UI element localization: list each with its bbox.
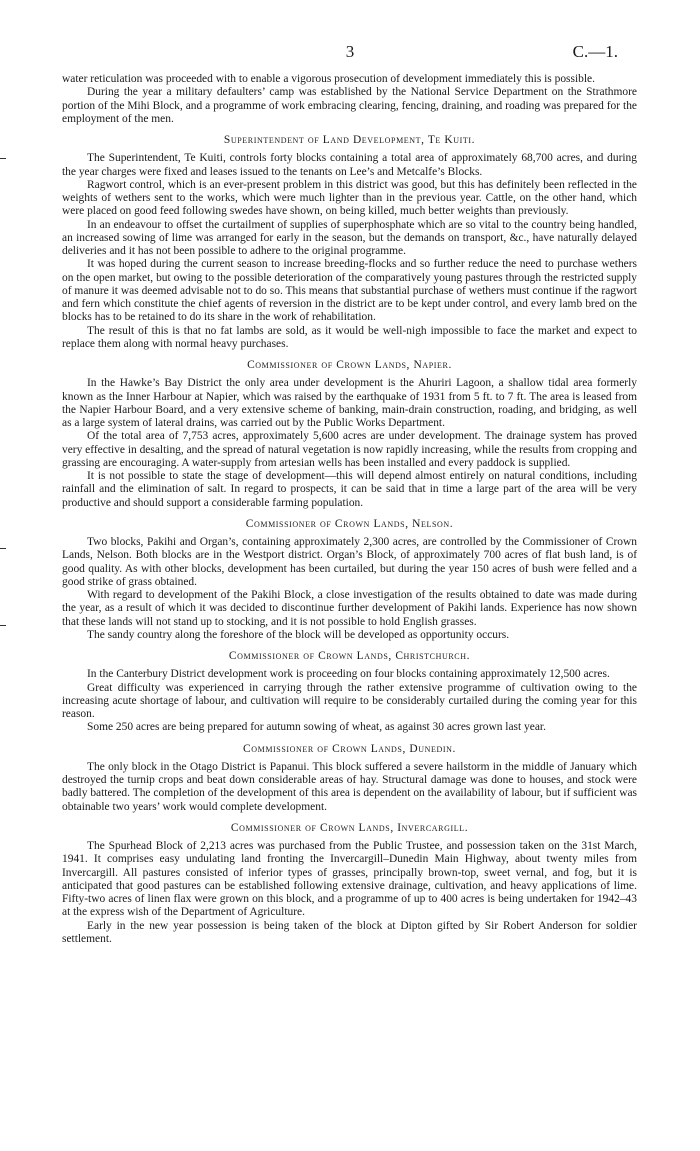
section-heading: Superintendent of Land Development, Te Kuiti. (223, 134, 476, 146)
paragraph: Of the total area of 7,753 acres, approximately 5,600 acres are under development. The drainage system has proved very effective in desalting, and the spread of natural vegetation is now rapidly increasing, while the results from cropping and grassing are encouraging. A water-supply from artesian wells has been installed and every paddock is supplied. (62, 430, 637, 469)
paragraph: In the Hawke’s Bay District the only area under development is the Ahuriri Lagoon, a shallow tidal area formerly known as the Inner Harbour at Napier, which was raised by the earthquake of 1931 from 5 ft. to 7 ft. The area is leased from the Napier Harbour Board, and a very extensive scheme of banking, main-drain construction, roading, and bridging, as well as a large system of lateral drains, was carried out by the Public Works Department. (62, 377, 637, 429)
margin-mark (0, 548, 6, 549)
section-heading: Commissioner of Crown Lands, Napier. (247, 359, 452, 371)
paragraph: The Spurhead Block of 2,213 acres was purchased from the Public Trustee, and possession taken on the 31st March, 1941. It comprises easy undulating land fronting the Invercargill–Dunedin Main Highway, about twenty miles from Invercargill. All pastures consisted of inferior types of grasses, principally brown-top, sweet vernal, and fog, but it is anticipated that good pastures can be established following extensive drainage, cultivation, and heavy applications of lime. Fifty-two acres of linen flax were grown on this block, and a programme of up to 400 acres is being undertaken for 1942–43 at the express wish of the Department of Agriculture. (62, 840, 637, 919)
paragraph: Great difficulty was experienced in carrying through the rather extensive programme of cultivation owing to the increasing acute shortage of labour, and cultivation will require to be considerably curtailed during the coming year for this reason. (62, 681, 637, 720)
paragraph: In an endeavour to offset the curtailment of supplies of superphosphate which are so vital to the country being handled, an increased sowing of lime was arranged for early in the season, but the demands on transport, &c., have naturally delayed deliveries and it has not been possible to adhere to the original programme. (62, 218, 637, 257)
paragraph: The result of this is that no fat lambs are sold, as it would be well-nigh impossible to face the market and expect to replace them along with normal heavy purchases. (62, 324, 637, 350)
section-heading: Commissioner of Crown Lands, Nelson. (245, 517, 454, 530)
paragraph: The sandy country along the foreshore of the block will be developed as opportunity occurs. (87, 628, 510, 641)
section-heading: Commissioner of Crown Lands, Dunedin. (243, 742, 456, 755)
paragraph: It is not possible to state the stage of development—this will depend almost entirely on natural conditions, including rainfall and the elimination of salt. In regard to prospects, it can be said that in time a large part of the area will be very productive and should support a considerable farming population. (62, 470, 637, 509)
paragraph: water reticulation was proceeded with to enable a vigorous prosecution of development immediately this is possible. (62, 73, 595, 85)
margin-mark (0, 158, 6, 159)
paragraph: With regard to development of the Pakihi Block, a close investigation of the results obtained to date was made during the year, as a result of which it was decided to discontinue further development of Pakihi lands. Experience has now shown that these lands will not stand up to stocking, and it is not possible to hold English grasses. (62, 589, 637, 628)
paragraph: The only block in the Otago District is Papanui. This block suffered a severe hailstorm in the middle of January which destroyed the turnip crops and beat down considerable areas of hay. Structural damage was done to houses, and stock were badly battered. The completion of the development of this area is dependent on the availability of labour, but if sufficient was obtainable two years’ work would complete development. (62, 760, 637, 813)
paragraph: During the year a military defaulters’ camp was established by the National Service Department on the Strathmore portion of the Mihi Block, and a programme of work embracing clearing, fencing, draining, and roading was prepared for the employment of the men. (62, 86, 637, 125)
section-heading: Commissioner of Crown Lands, Christchurch. (228, 650, 471, 662)
paragraph: Some 250 acres are being prepared for autumn sowing of wheat, as against 30 acres grown last year. (87, 721, 546, 734)
paragraph: It was hoped during the current season to increase breeding-flocks and so further reduce the need to purchase wethers on the open market, but owing to the possible deterioration of the comparatively young pastures through the restricted supply of manure it was deemed advisable not to do so. This means that substantial purchase of wethers must continue if the ragwort and fern which constitute the chief agents of reversion in the district are to be kept under control, and every lamb bred on the blocks has to be retained to do its share in the work of rehabilitation. (62, 258, 637, 324)
paragraph: In the Canterbury District development work is proceeding on four blocks containing approximately 12,500 acres. (87, 668, 610, 681)
paragraph: Ragwort control, which is an ever-present problem in this district was good, but this has definitely been reflected in the weights of wethers sent to the works, which were much lighter than in the previous year. Cattle, on the other hand, which were placed on good feed following swedes have shown, on being killed, much better weights than previously. (62, 178, 637, 218)
section-heading: Commissioner of Crown Lands, Invercargill. (230, 821, 469, 834)
paragraph: The Superintendent, Te Kuiti, controls forty blocks containing a total area of approximately 68,700 acres, and during the year charges were fixed and leases issued to the tenants on Lee’s and Metcalfe’s Blocks. (62, 152, 637, 178)
paragraph: Early in the new year possession is being taken of the block at Dipton gifted by Sir Robert Anderson for soldier settlement. (62, 919, 637, 945)
report-code: C.—1. (572, 42, 618, 61)
paragraph: Two blocks, Pakihi and Organ’s, containing approximately 2,300 acres, are controlled by the Commissioner of Crown Lands, Nelson. Both blocks are in the Westport district. Organ’s Block, of approximately 700 acres of flat bush land, is of good quality. As with other blocks, development has been curtailed, but during the year 150 acres of bush were felled and a good strike of grass obtained. (62, 536, 637, 588)
margin-mark (0, 625, 6, 626)
document-body (62, 73, 637, 946)
page-number: 3 (345, 42, 355, 61)
